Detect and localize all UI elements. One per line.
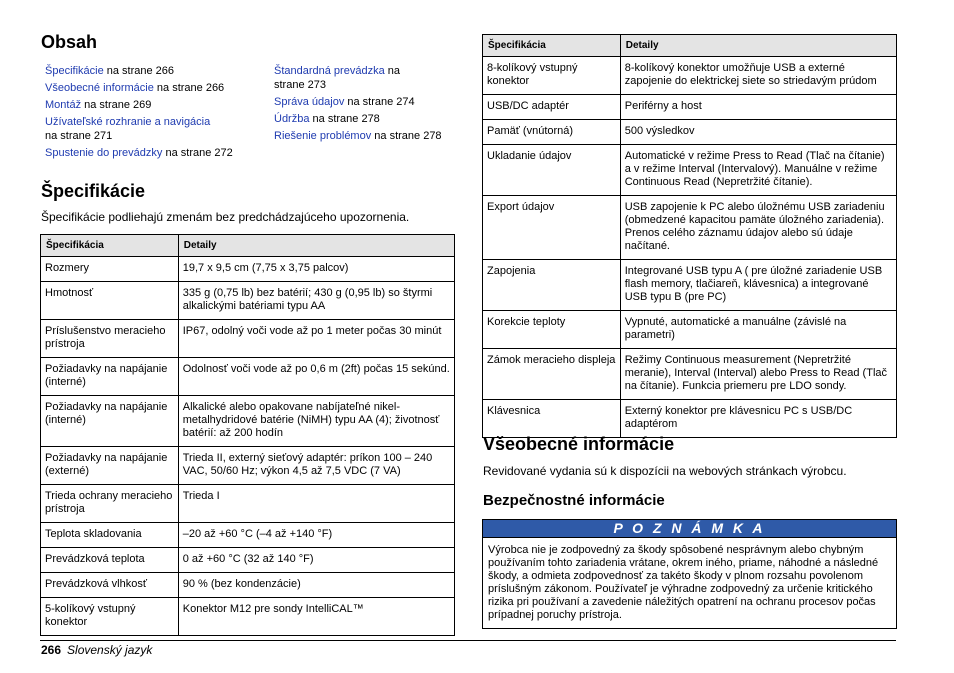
spec-details: Odolnosť voči vode až po 0,6 m (2ft) počas 15 sekúnd. xyxy=(182,363,450,375)
table-row xyxy=(483,400,897,438)
spec-name: USB/DC adaptér xyxy=(487,100,569,112)
spec-name-cell xyxy=(483,57,621,95)
toc-entry xyxy=(274,64,404,92)
spec-name-cell xyxy=(483,400,621,438)
table-row xyxy=(41,598,455,636)
table-header-row xyxy=(483,35,897,57)
toc-page-ref: na strane 278 xyxy=(371,130,442,142)
spec-details: Trieda I xyxy=(182,490,220,502)
spec-details: 335 g (0,75 lb) bez batérií; 430 g (0,95 lb) so štyrmi alkalickými batériami typu AA xyxy=(182,287,433,312)
spec-name-cell xyxy=(483,196,621,260)
spec-name-cell xyxy=(483,260,621,311)
note-text: Výrobca nie je zodpovedný za škody spôsobené nesprávnym alebo chybným používaním tohto zariadenia vrátane, okrem iného, priame, náhodné a následné škody, a odmieta zodpovednosť za takéto škody v plnom rozsahu povolenom príslušným zákonom. Používateľ je výhradne zodpovedný za určenie kritického rizika pri používaní a zavedenie náležitých opatrení na ochranu procesov počas prípadnej poruchy prístroja. xyxy=(488,544,879,621)
spec-name: Zapojenia xyxy=(487,265,536,277)
spec-name-cell xyxy=(41,320,179,358)
col-header-spec: Špecifikácia xyxy=(483,35,621,57)
spec-name: Rozmery xyxy=(45,262,90,274)
spec-name-cell xyxy=(483,349,621,400)
spec-name-cell xyxy=(41,485,179,523)
toc-page-ref: na strane 274 xyxy=(344,96,415,108)
spec-details: Externý konektor pre klávesnicu PC s USB/DC adaptérom xyxy=(624,405,853,430)
table-header-row xyxy=(41,235,455,257)
table-row xyxy=(41,485,455,523)
spec-details: Automatické v režime Press to Read (Tlač na čítanie) a v režime Interval (Intervalový). Manuálne v režime Continuous Read (Nepretržité čítanie). xyxy=(624,150,885,188)
spec-name: Korekcie teploty xyxy=(487,316,566,328)
note-label: P O Z N Á M K A xyxy=(483,520,896,538)
table-row xyxy=(483,311,897,349)
spec-details: Trieda II, externý sieťový adaptér: príkon 100 – 240 VAC, 50/60 Hz; výkon 4,5 až 7,5 VDC (7 VA) xyxy=(182,452,433,477)
toc-entry xyxy=(274,129,464,143)
spec-name-cell xyxy=(41,396,179,447)
toc-left-column xyxy=(45,64,265,160)
table-row xyxy=(41,447,455,485)
spec-details: 19,7 x 9,5 cm (7,75 x 3,75 palcov) xyxy=(182,262,349,274)
spec-name: Príslušenstvo meracieho prístroja xyxy=(45,325,166,350)
specifications-title: Špecifikácie xyxy=(41,181,146,201)
spec-name: Trieda ochrany meracieho prístroja xyxy=(45,490,173,515)
table-row xyxy=(41,396,455,447)
toc-page-ref: na strane 266 xyxy=(153,82,225,94)
spec-name-cell xyxy=(41,358,179,396)
spec-details-cell xyxy=(178,358,454,396)
spec-name-cell xyxy=(41,598,179,636)
col-header-details: Detaily xyxy=(620,35,896,57)
toc-entry xyxy=(45,81,265,95)
toc-right-column xyxy=(274,64,464,143)
spec-name: Teplota skladovania xyxy=(45,528,142,540)
table-row xyxy=(483,145,897,196)
toc-entry xyxy=(45,115,225,143)
spec-name-cell xyxy=(483,311,621,349)
spec-details: 0 až +60 °C (32 až 140 °F) xyxy=(182,553,314,565)
spec-details-cell xyxy=(178,548,454,573)
toc-link-troubleshooting[interactable]: Riešenie problémov xyxy=(274,130,372,142)
toc-page-ref: na strane 278 xyxy=(309,113,380,125)
toc-page-ref: na strane 266 xyxy=(103,65,175,77)
spec-details-cell xyxy=(178,282,454,320)
toc-entry xyxy=(45,64,265,78)
spec-name: Prevádzková teplota xyxy=(45,553,145,565)
spec-details: 8-kolíkový konektor umožňuje USB a externé zapojenie do elektrickej siete so striedavým prúdom xyxy=(624,62,877,87)
table-row xyxy=(41,548,455,573)
specifications-intro: Špecifikácie podliehajú zmenám bez predchádzajúceho upozornenia. xyxy=(41,210,410,224)
toc-link-data-management[interactable]: Správa údajov xyxy=(274,96,345,108)
spec-name-cell xyxy=(41,282,179,320)
spec-name: Požiadavky na napájanie (interné) xyxy=(45,363,168,388)
spec-details: Integrované USB typu A ( pre úložné zariadenie USB flash memory, tlačiareň, klávesnica) a integrované USB typu B (pre PC) xyxy=(624,265,883,303)
table-row xyxy=(41,573,455,598)
spec-name-cell xyxy=(483,120,621,145)
spec-name-cell xyxy=(41,548,179,573)
spec-name: Prevádzková vlhkosť xyxy=(45,578,147,590)
spec-details: –20 až +60 °C (–4 až +140 °F) xyxy=(182,528,333,540)
spec-name-cell xyxy=(41,523,179,548)
toc-page-ref: na strane 272 xyxy=(162,147,233,159)
spec-name: Export údajov xyxy=(487,201,555,213)
col-header-details: Detaily xyxy=(178,235,454,257)
spec-name-cell xyxy=(41,447,179,485)
spec-name: Požiadavky na napájanie (externé) xyxy=(45,452,168,477)
note-box xyxy=(482,519,897,629)
spec-name: 5-kolíkový vstupný konektor xyxy=(45,603,136,628)
table-row xyxy=(483,349,897,400)
spec-details-cell xyxy=(620,120,896,145)
spec-table-left xyxy=(40,234,455,636)
toc-link-general-info[interactable]: Všeobecné informácie xyxy=(45,82,154,94)
spec-details-cell xyxy=(178,396,454,447)
table-row xyxy=(41,358,455,396)
table-row xyxy=(483,196,897,260)
spec-details-cell xyxy=(620,349,896,400)
footer xyxy=(41,643,152,657)
spec-details: Režimy Continuous measurement (Nepretržité meranie), Interval (Interval) alebo Press to Read (Tlač na čítanie). Funkcia priemeru pre LDO sondy. xyxy=(624,354,888,392)
toc-entry xyxy=(274,95,464,109)
spec-details: 500 výsledkov xyxy=(624,125,695,137)
toc-page-ref: na strane 273 xyxy=(274,65,400,91)
spec-details-cell xyxy=(620,57,896,95)
spec-name-cell xyxy=(483,95,621,120)
spec-details-cell xyxy=(178,447,454,485)
spec-details-cell xyxy=(178,598,454,636)
general-info-title: Všeobecné informácie xyxy=(483,434,675,454)
table-row xyxy=(483,120,897,145)
spec-details-cell xyxy=(178,573,454,598)
spec-details-cell xyxy=(620,400,896,438)
spec-details-cell xyxy=(620,196,896,260)
footer-language: Slovenský jazyk xyxy=(67,643,153,657)
table-row xyxy=(483,260,897,311)
page-number: 266 xyxy=(41,643,62,657)
table-row xyxy=(41,523,455,548)
table-row xyxy=(41,282,455,320)
spec-details-cell xyxy=(178,485,454,523)
toc-entry xyxy=(45,146,265,160)
spec-details: Alkalické alebo opakovane nabíjateľné nikel-metalhydridové batérie (NiMH) typu AA (4); životnosť batérií: až 200 hodín xyxy=(182,401,440,439)
spec-name: Požiadavky na napájanie (interné) xyxy=(45,401,168,426)
toc-page-ref: na strane 269 xyxy=(81,99,152,111)
table-row xyxy=(41,320,455,358)
col-header-spec: Špecifikácia xyxy=(41,235,179,257)
footer-divider xyxy=(40,640,896,641)
spec-name-cell xyxy=(41,257,179,282)
spec-name: Hmotnosť xyxy=(45,287,94,299)
table-row xyxy=(483,57,897,95)
table-row xyxy=(41,257,455,282)
table-row xyxy=(483,95,897,120)
safety-info-title: Bezpečnostné informácie xyxy=(483,492,665,509)
toc-title: Obsah xyxy=(41,32,98,52)
spec-details: USB zapojenie k PC alebo úložnému USB zariadeniu (obmedzené kapacitou pamäte úložného zariadenia). Prenos celého záznamu údajov alebo sú údaje načítané. xyxy=(624,201,885,252)
toc-page-ref: na strane 271 xyxy=(45,130,113,142)
toc-link-installation[interactable]: Montáž xyxy=(45,99,82,111)
spec-details: 90 % (bez kondenzácie) xyxy=(182,578,301,590)
spec-details-cell xyxy=(178,257,454,282)
spec-details-cell xyxy=(620,145,896,196)
spec-name: Zámok meracieho displeja xyxy=(487,354,616,366)
spec-details-cell xyxy=(620,260,896,311)
spec-details: IP67, odolný voči vode až po 1 meter počas 30 minút xyxy=(182,325,442,337)
spec-table-right xyxy=(482,34,897,438)
toc-link-startup[interactable]: Spustenie do prevádzky xyxy=(45,147,163,159)
toc-link-user-interface[interactable]: Užívateľské rozhranie a navigácia xyxy=(45,116,211,128)
toc-link-specifications[interactable]: Špecifikácie xyxy=(45,65,104,77)
toc-entry xyxy=(274,112,464,126)
spec-name: Klávesnica xyxy=(487,405,541,417)
spec-details: Konektor M12 pre sondy IntelliCAL™ xyxy=(182,603,364,615)
spec-details-cell xyxy=(178,523,454,548)
toc-entry xyxy=(45,98,265,112)
spec-details: Periférny a host xyxy=(624,100,702,112)
spec-details: Vypnuté, automatické a manuálne (závislé na parametri) xyxy=(624,316,847,341)
spec-details-cell xyxy=(178,320,454,358)
toc-link-standard-operation[interactable]: Štandardná prevádzka xyxy=(274,65,385,77)
spec-name: Pamäť (vnútorná) xyxy=(487,125,574,137)
spec-name-cell xyxy=(41,573,179,598)
toc-link-maintenance[interactable]: Údržba xyxy=(274,113,310,125)
general-info-text: Revidované vydania sú k dispozícii na webových stránkach výrobcu. xyxy=(483,464,847,478)
spec-details-cell xyxy=(620,95,896,120)
spec-name-cell xyxy=(483,145,621,196)
spec-details-cell xyxy=(620,311,896,349)
spec-name: Ukladanie údajov xyxy=(487,150,572,162)
spec-name: 8-kolíkový vstupný konektor xyxy=(487,62,578,87)
